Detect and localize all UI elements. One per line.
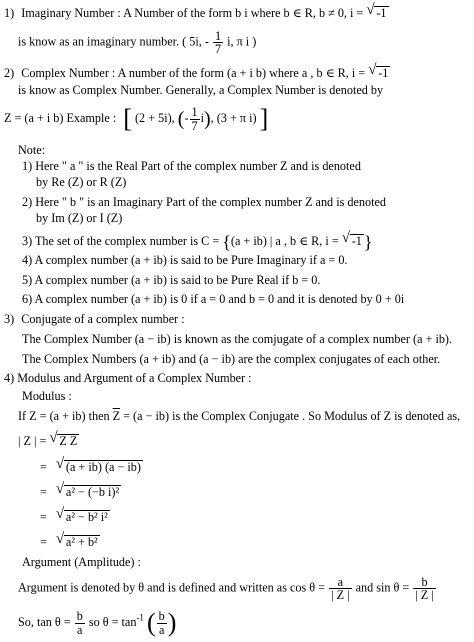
note-3-text: 3) The set of the complex number is C = xyxy=(22,233,220,248)
note-1-line-2: by Re (Z) or R (Z) xyxy=(36,175,127,189)
fraction-b-over-a-paren: $\frac{b}{a}$ xyxy=(158,609,165,637)
fraction-b-over-a: $\frac{b}{a}$ xyxy=(76,609,83,637)
section-3-heading xyxy=(4,313,185,325)
tangent-line: So, tan θ = $\frac{b}{a}$ so $\theta = \tan^{-1}$ ( $\frac{b}{a}$ ) xyxy=(18,608,177,637)
modulus-step-3: = √ a² − b² i² xyxy=(40,510,110,523)
sqrt-z-zbar: √ Z Z xyxy=(49,434,79,447)
section-1-line-1 xyxy=(4,6,389,19)
section-1-examples-end: i, π i ) xyxy=(227,34,257,49)
tan-text: So, tan θ = xyxy=(18,614,71,629)
section-1-line-2 xyxy=(18,30,256,55)
modulus-line-1 xyxy=(18,410,460,422)
section-2-line-1 xyxy=(4,66,390,79)
section-1-number: 1) xyxy=(4,6,15,20)
modulus-step-1: = √ (a + ib) (a − ib) xyxy=(40,460,143,473)
argument-line xyxy=(18,576,437,601)
note-4: 4) A complex number (a + ib) is said to be Pure Imaginary if a = 0. xyxy=(22,253,348,267)
sqrt-minus-one: √ -1 xyxy=(368,66,390,79)
section-4-title: Modulus and Argument of a Complex Number : xyxy=(17,371,252,385)
section-3-line-2: The Complex Numbers (a + ib) and (a − ib) are the complex conjugates of each other. xyxy=(22,352,441,366)
modulus-lhs: | Z | = xyxy=(18,434,47,448)
argument-title: Argument (Amplitude) : xyxy=(22,555,141,569)
section-4-number: 4) xyxy=(4,371,15,385)
inverse-exponent: -1 xyxy=(136,612,144,623)
modulus-text-b: = (a − ib) is the Complex Conjugate . So Modulus of Z is denoted as, xyxy=(123,409,461,423)
section-1-examples: is know as an imaginary number. ( 5i, - xyxy=(18,34,209,49)
section-2-example-line: Z = (a + i b) Example : [ (2 + 5i), (- $\frac{1}{7}$ i), (3 + π i) ] xyxy=(4,104,269,133)
note-2-line-1: 2) Here " b " is an Imaginary Part of the complex number Z and is denoted xyxy=(22,195,386,209)
fraction-one-seventh: $\frac{1}{7}$ xyxy=(191,105,198,133)
fraction-b-over-z: $\frac{b}{| Z |}$ xyxy=(415,575,434,603)
section-3-title: Conjugate of a complex number : xyxy=(21,312,185,326)
fraction-one-seventh: $\frac{1}{7}$ xyxy=(214,29,222,57)
modulus-step-2: = √ a² − (−b i)² xyxy=(40,485,121,498)
example-3: (3 + π i) xyxy=(216,110,257,125)
note-1-line-1: 1) Here " a " is the Real Part of the complex number Z and is denoted xyxy=(22,159,361,173)
section-1-definition: : A Number of the form b i where b ∈ R, b ≠ 0, i = xyxy=(117,6,364,20)
z-conjugate: $\overline{Z}$ xyxy=(112,409,121,423)
complex-set: (a + ib) | a , b ∈ R, i = xyxy=(230,233,339,248)
section-2-definition: : A number of the form (a + i b) where a , b ∈ R, i = xyxy=(111,66,366,80)
section-2-description: is know as Complex Number. Generally, a Complex Number is denoted by xyxy=(18,83,384,97)
note-2-line-2: by Im (Z) or I (Z) xyxy=(36,211,123,225)
note-title: Note: xyxy=(18,143,46,157)
argument-mid-text: and sin θ = xyxy=(355,580,410,595)
note-3: 3) The set of the complex number is C = {(a + ib) | a , b ∈ R, i = √ -1 } xyxy=(22,233,373,251)
section-3-number: 3) xyxy=(4,312,15,326)
section-2-line-2 xyxy=(18,84,383,96)
modulus-text-a: If Z = (a + ib) then xyxy=(18,409,110,423)
example-1: (2 + 5i), xyxy=(135,110,175,125)
modulus-title: Modulus : xyxy=(22,389,72,403)
section-2-number: 2) xyxy=(4,66,15,80)
argument-text: Argument is denoted by θ and is defined and written as cos θ = xyxy=(18,580,326,595)
modulus-step-4: = √ a² + b² xyxy=(40,535,100,548)
note-5: 5) A complex number (a + ib) is said to be Pure Real if b = 0. xyxy=(22,273,321,287)
modulus-line-2 xyxy=(18,434,79,447)
section-3-line-1: The Complex Number (a − ib) is known as the comjugate of a complex number (a + ib). xyxy=(22,332,453,346)
section-4-heading xyxy=(4,372,252,384)
note-6: 6) A complex number (a + ib) is 0 if a = 0 and b = 0 and it is denoted by 0 + 0i xyxy=(22,292,405,306)
tan-inverse-text: so θ = tan xyxy=(88,614,137,629)
fraction-a-over-z: $\frac{a}{| Z |}$ xyxy=(331,575,350,603)
section-1-title: Imaginary Number xyxy=(21,6,115,20)
sqrt-minus-one: √ -1 xyxy=(366,6,388,19)
section-2-title: Complex Number xyxy=(21,66,109,80)
sqrt-minus-one: √ -1 xyxy=(342,234,364,247)
z-definition: Z = (a + i b) Example : xyxy=(4,110,117,125)
